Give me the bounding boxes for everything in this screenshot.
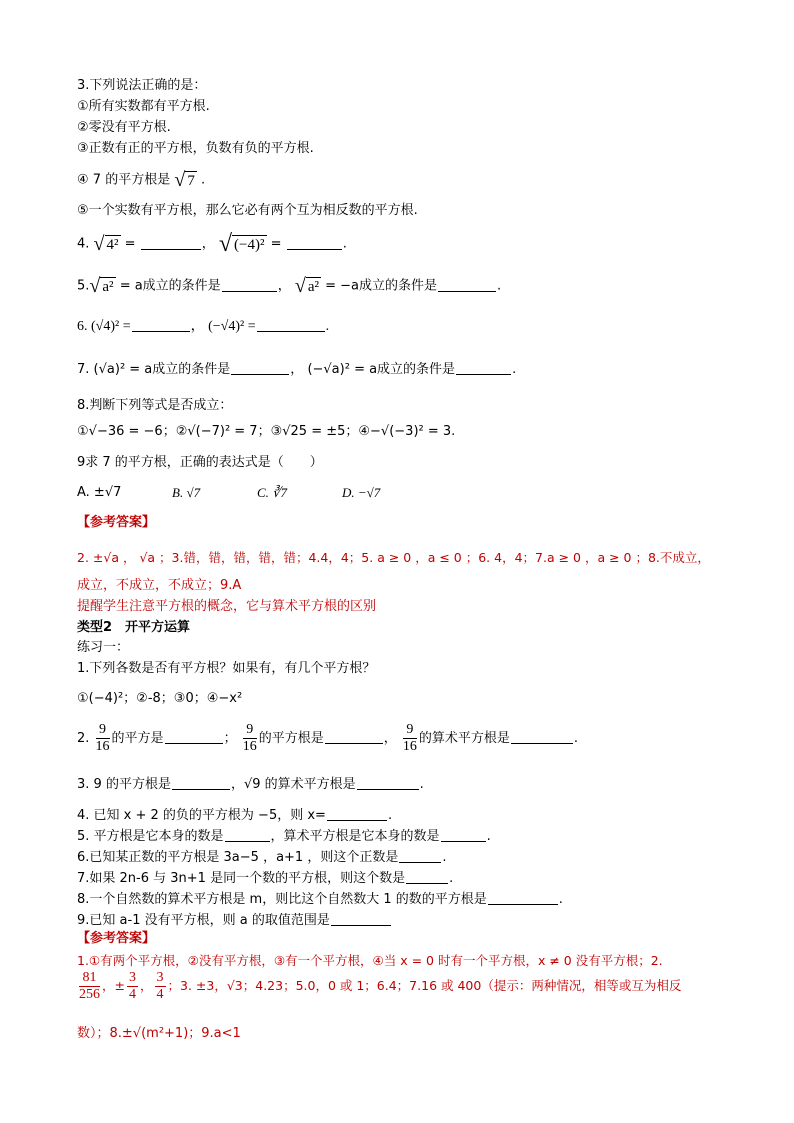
p7-blank[interactable] [406,869,448,884]
p9-blank[interactable] [331,911,391,926]
frac-9-16-c: $\frac{9}{16}$ [402,722,417,755]
q5-blank-1[interactable] [222,277,277,292]
p9-line: 9.已知 a-1 没有平方根，则 a 的取值范围是 [77,911,392,929]
answer-1-line-2: 成立，不成立，不成立；9.A [77,578,242,593]
frac-3-4-b: $\frac{3}{4}$ [156,970,164,1003]
p6-line: 6.已知某正数的平方根是 3a−5 ，a+1 ，则这个正数是 . [77,850,447,865]
q4-blank-1[interactable] [141,235,201,250]
q5-line: 5.√ a² = a成立的条件是 ， √ a² = −a成立的条件是 . [77,275,502,297]
p8-line: 8.一个自然数的算术平方根是 m，则比这个自然数大 1 的数的平方根是 . [77,892,563,907]
p5-line: 5. 平方根是它本身的数是 ，算术平方根是它本身的数是 . [77,829,491,844]
p1-stem: 1.下列各数是否有平方根？如果有，有几个平方根？ [77,661,376,676]
answer-2-line-3: 数）；8.±√(m²+1)；9.a<1 [77,1026,241,1041]
q4-line: 4. √ 4² = ， √ (−4)² = . [77,231,347,257]
p8-blank[interactable] [488,890,558,905]
p3-blank-2[interactable] [357,775,419,790]
answer-1-tip: 提醒学生注意平方根的概念，它与算术平方根的区别 [77,599,377,614]
q9-option-d[interactable]: D. −√7 [342,485,381,500]
sqrt-a-squared-2: √ a² [294,275,319,297]
q9-option-a[interactable]: A. ±√7 [77,485,122,500]
q5-blank-2[interactable] [438,277,496,292]
q3-option-3: ③正数有正的平方根，负数有负的平方根. [77,141,314,156]
q3-option-4: ④ 7 的平方根是 √ 7 . [77,169,206,191]
p2-line: 2. $\frac{9}{16}$ 的平方是 ； $\frac{9}{16}$ 的平方根是 ， $\frac{9}{16}$ 的算术平方根是 . [77,722,579,755]
q9-stem: 9求 7 的平方根，正确的表达式是（ ） [77,455,323,470]
p2-blank-1[interactable] [165,729,223,744]
q8-items: ①√−36 = −6；②√(−7)² = 7；③√25 = ±5；④−√(−3)² = 3. [77,424,456,439]
p4-blank[interactable] [327,806,387,821]
answer-2-line-1: 1.①有两个平方根，②没有平方根，③有一个平方根，④当 x = 0 时有一个平方根，x ≠ 0 没有平方根；2. [77,953,663,968]
q3-option-2: ②零没有平方根. [77,120,171,135]
p5-blank-1[interactable] [225,827,270,842]
p2-blank-3[interactable] [511,729,573,744]
q7-line: 7. (√a)² = a成立的条件是 ， (−√a)² = a成立的条件是 . [77,362,517,377]
p2-blank-2[interactable] [325,729,383,744]
p4-line: 4. 已知 x + 2 的负的平方根为 −5，则 x= . [77,808,393,823]
q6-blank-1[interactable] [132,317,190,332]
q3-option-5: ⑤一个实数有平方根，那么它必有两个互为相反数的平方根. [77,203,418,218]
q8-stem: 8.判断下列等式是否成立： [77,398,233,413]
answer-header-2: 【参考答案】 [77,931,156,946]
p3-blank-1[interactable] [172,775,230,790]
p5-blank-2[interactable] [441,827,486,842]
sqrt-a-squared: √ a² [89,275,114,297]
q4-blank-2[interactable] [287,235,342,250]
q6-blank-2[interactable] [257,317,325,332]
q3-option-1: ①所有实数都有平方根. [77,99,210,114]
q7-blank-2[interactable] [456,360,511,375]
q3-option-4-text: ④ 7 的平方根是 [77,172,171,188]
q3-stem: 3.下列说法正确的是： [77,78,207,93]
q9-option-c[interactable]: C. ∛7 [257,485,287,500]
frac-9-16: $\frac{9}{16}$ [95,722,110,755]
p3-line: 3. 9 的平方根是 ，√9 的算术平方根是 . [77,777,424,792]
sqrt-7: √ 7 [174,169,195,191]
q7-blank-1[interactable] [231,360,289,375]
q9-option-b[interactable]: B. √7 [172,485,201,500]
frac-9-16-b: $\frac{9}{16}$ [242,722,257,755]
p7-line: 7.如果 2n-6 与 3n+1 是同一个数的平方根，则这个数是 . [77,871,454,886]
sqrt-4-squared: √ 4² [93,233,119,255]
q6-line: 6. (√4)² = ， (−√4)² = . [77,319,330,334]
answer-1-line-1: 2. ±√a ， √a ；3.错，错，错，错，错；4.4，4；5. a ≥ 0 ，a ≤ 0 ；6. 4，4；7.a ≥ 0 ，a ≥ 0 ；8.不成立， [77,550,710,565]
sqrt-neg4-squared: √ (−4)² [218,231,265,257]
p6-blank[interactable] [399,848,441,863]
answer-header-1: 【参考答案】 [77,515,156,530]
frac-81-256: $\frac{81}{256}$ [79,970,100,1003]
practice-label: 练习一： [77,640,130,655]
answer-2-line-2: $\frac{81}{256}$ ，± $\frac{3}{4}$ ， $\frac{3}{4}$ ；3. ±3，√3；4.23；5.0，0 或 1；6.4；7.16 或 400（提示：两种情况，相等或互为相反 [79,970,682,1003]
frac-3-4: $\frac{3}{4}$ [128,970,136,1003]
section-title-type2: 类型2 开平方运算 [77,620,191,635]
p1-items: ①(−4)²；②-8；③0；④−x² [77,691,243,706]
